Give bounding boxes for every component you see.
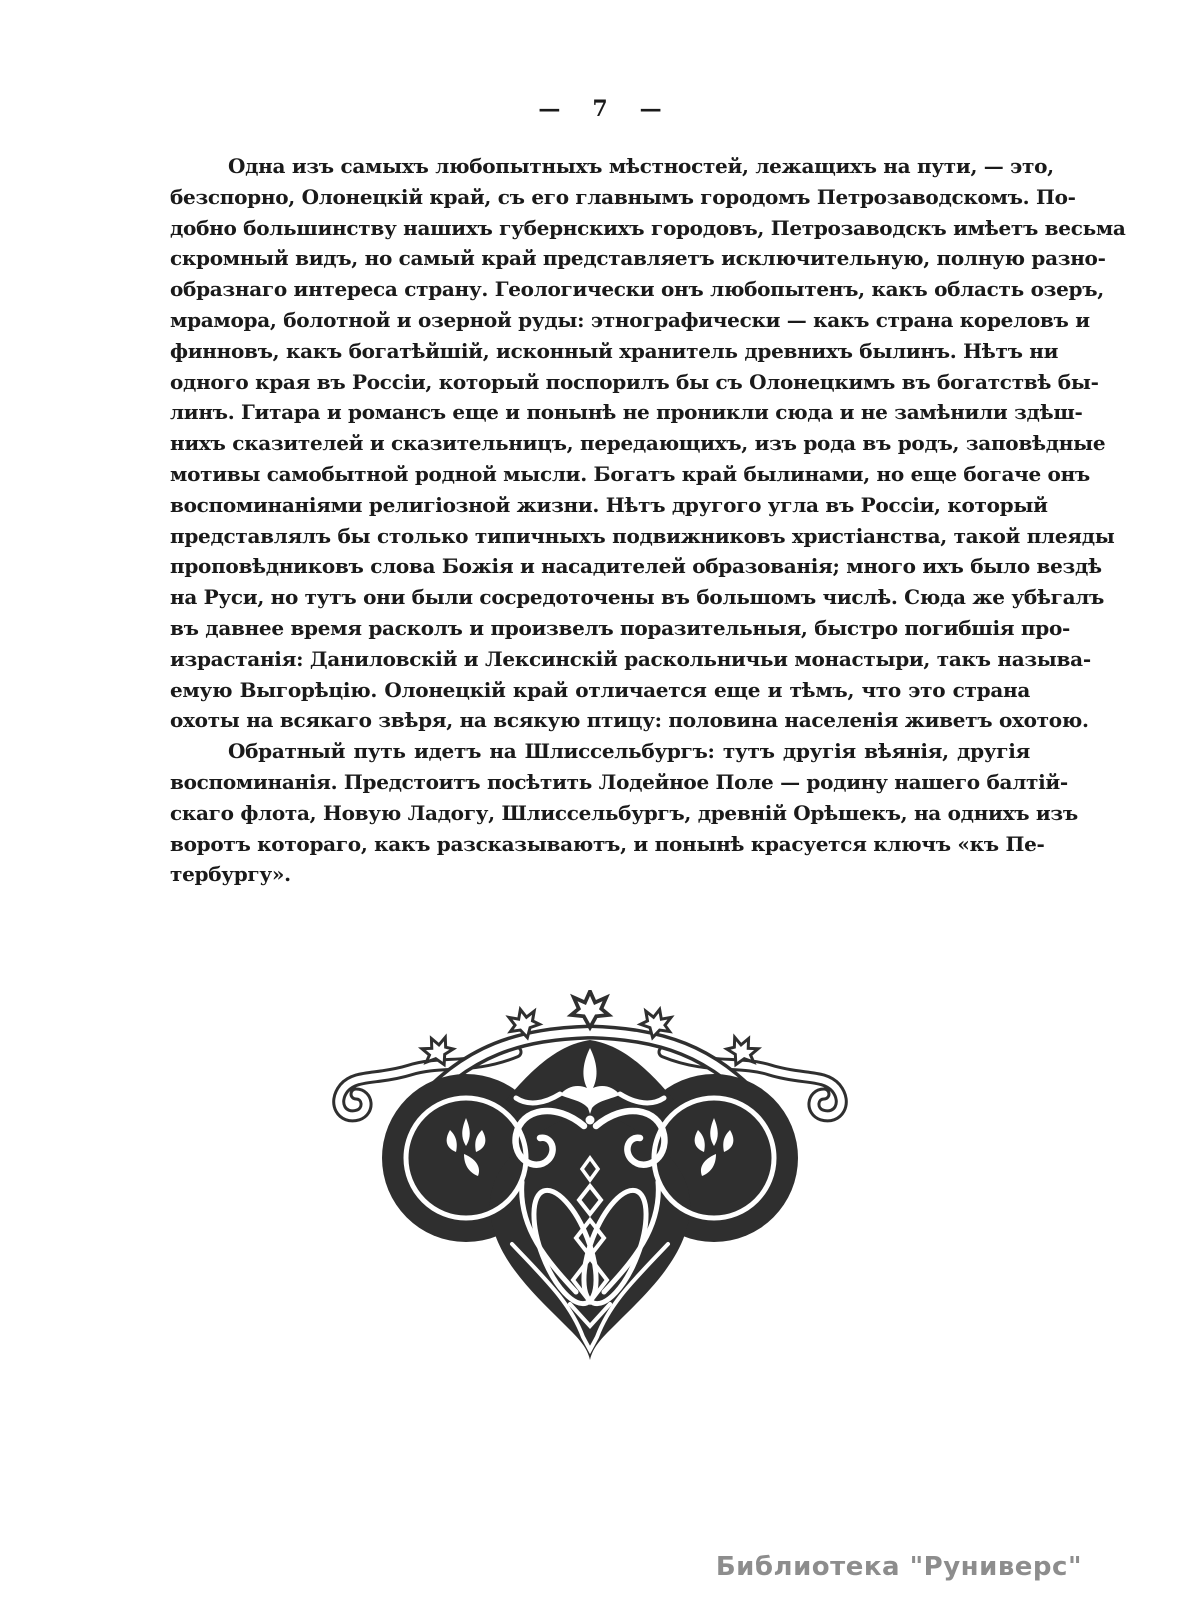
text-line: мотивы самобытной родной мысли. Богатъ край былинами, но еще богаче онъ <box>170 461 1090 486</box>
text-line: Одна изъ самыхъ любопытныхъ мѣстностей, лежащихъ на пути, — это, <box>228 154 1054 178</box>
text-line: одного края въ Россіи, который поспорилъ бы съ Олонецкимъ въ богатствѣ бы- <box>170 369 1099 394</box>
header-dash-right: — <box>639 96 662 122</box>
text-line: образнаго интереса страну. Геологически онъ любопытенъ, какъ область озеръ, <box>170 277 1104 302</box>
tailpiece-ornament-image <box>316 990 864 1362</box>
text-line: емую Выгорѣцію. Олонецкій край отличается еще и тѣмъ, что это страна <box>170 677 1030 702</box>
text-line: скаго флота, Новую Ладогу, Шлиссельбургъ, древній Орѣшекъ, на однихъ изъ <box>170 800 1078 825</box>
body-text <box>170 151 1126 890</box>
text-line: финновъ, какъ богатѣйшій, исконный хранитель древнихъ былинъ. Нѣтъ ни <box>170 338 1059 363</box>
text-line: представлялъ бы столько типичныхъ подвижниковъ христіанства, такой плеяды <box>170 523 1115 548</box>
text-line: тербургу». <box>170 862 291 887</box>
text-line: безспорно, Олонецкій край, съ его главнымъ городомъ Петрозаводскомъ. По- <box>170 184 1076 209</box>
text-line: воспоминаніями религіозной жизни. Нѣтъ другого угла въ Россіи, который <box>170 492 1048 517</box>
header-dash-left: — <box>538 96 561 122</box>
text-line: воспоминанія. Предстоитъ посѣтить Лодейное Поле — родину нашего балтій- <box>170 769 1068 794</box>
text-line: Обратный путь идетъ на Шлиссельбургъ: тутъ другія вѣянія, другія <box>228 739 1030 764</box>
page-number: 7 <box>592 96 608 122</box>
text-line: израстанія: Даниловскій и Лексинскій раскольничьи монастыри, такъ называ- <box>170 646 1091 671</box>
text-line: въ давнее время расколъ и произвелъ поразительныя, быстро погибшія про- <box>170 615 1070 640</box>
text-line: охоты на всякаго звѣря, на всякую птицу: половина населенія живетъ охотою. <box>170 708 1089 733</box>
page-header <box>170 96 1030 122</box>
text-line: проповѣдниковъ слова Божія и насадителей образованія; много ихъ было вездѣ <box>170 554 1102 579</box>
text-line: скромный видъ, но самый край представляетъ исключительную, полную разно- <box>170 246 1106 271</box>
text-line: мрамора, болотной и озерной руды: этнографически — какъ страна кореловъ и <box>170 307 1090 332</box>
text-line: нихъ сказителей и сказительницъ, передающихъ, изъ рода въ родъ, заповѣдные <box>170 431 1106 456</box>
library-watermark: Библиотека "Руниверс" <box>715 1552 1082 1582</box>
text-line: линъ. Гитара и романсъ еще и понынѣ не проникли сюда и не замѣнили здѣш- <box>170 400 1083 425</box>
text-line: добно большинству нашихъ губернскихъ городовъ, Петрозаводскъ имѣетъ весьма <box>170 215 1126 240</box>
text-line: воротъ котораго, какъ разсказываютъ, и понынѣ красуется ключъ «къ Пе- <box>170 831 1045 856</box>
text-line: на Руси, но тутъ они были сосредоточены въ большомъ числѣ. Сюда же убѣгалъ <box>170 585 1105 610</box>
